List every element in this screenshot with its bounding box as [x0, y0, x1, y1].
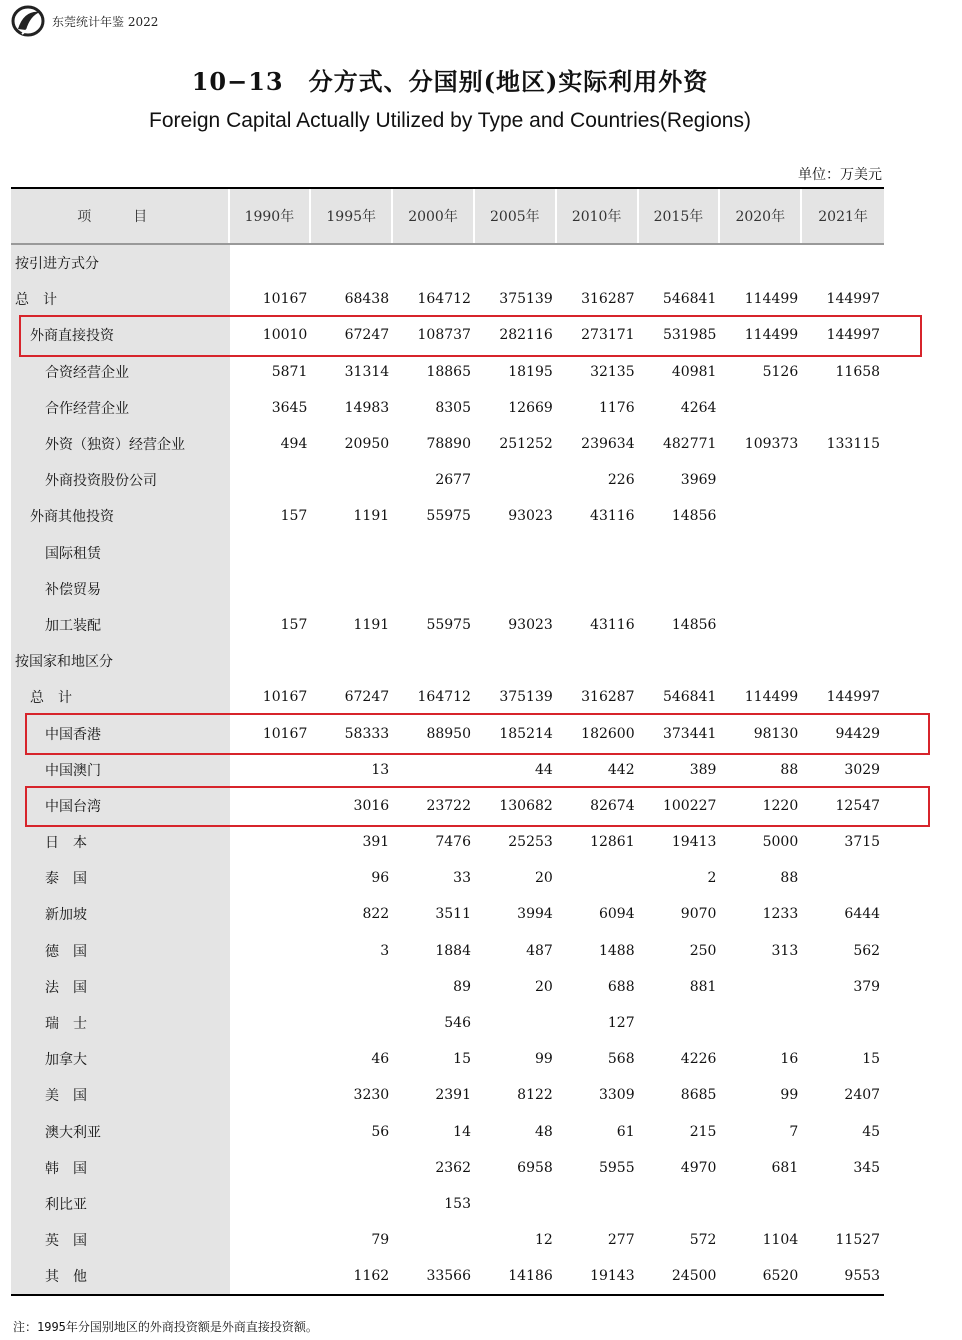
column-header-year: 2000年 [393, 189, 475, 243]
table-cell: 153 [444, 1195, 471, 1212]
table-row [11, 607, 884, 643]
table-cell: 48 [534, 1123, 553, 1140]
table-cell: 89 [453, 978, 471, 995]
table-cell: 3969 [680, 472, 717, 489]
row-label: 外商其他投资 [30, 509, 114, 526]
table-cell: 215 [689, 1123, 717, 1140]
table-cell: 487 [526, 942, 553, 959]
table-body [11, 245, 884, 1294]
table-cell: 14856 [671, 508, 717, 525]
table-cell: 546841 [662, 689, 717, 706]
page-header [10, 4, 158, 38]
table-row [11, 752, 884, 788]
table-cell: 58333 [344, 725, 390, 742]
table-cell: 14856 [671, 616, 717, 633]
table-row [11, 1041, 884, 1077]
table-cell: 3715 [844, 834, 881, 851]
table-row [11, 462, 884, 498]
table-cell: 391 [362, 834, 390, 851]
table-cell: 1488 [598, 942, 635, 959]
table-cell: 114499 [744, 689, 799, 706]
table-cell: 572 [689, 1232, 717, 1249]
table-cell: 20 [534, 978, 553, 995]
table-cell: 133115 [826, 436, 881, 453]
table-cell: 379 [853, 978, 881, 995]
row-label: 总 计 [30, 690, 72, 707]
table-cell: 3994 [517, 906, 553, 923]
row-label: 合作经营企业 [45, 400, 129, 417]
table-row [11, 571, 884, 607]
table-cell: 568 [607, 1051, 635, 1068]
table-cell: 14983 [344, 399, 390, 416]
yearbook-name: 东莞统计年鉴 2022 [52, 14, 159, 29]
row-label: 外商直接投资 [30, 328, 114, 345]
table-cell: 23722 [426, 797, 471, 814]
yearbook-logo-icon [10, 4, 46, 38]
table-cell: 3645 [271, 399, 308, 416]
table-row [11, 1114, 884, 1150]
row-label: 外资（独资）经营企业 [45, 437, 185, 454]
row-label: 法 国 [45, 979, 87, 996]
table-cell: 164712 [417, 689, 471, 706]
table-cell: 822 [362, 906, 390, 923]
table-cell: 55975 [426, 616, 471, 633]
table-row [11, 896, 884, 932]
table-cell: 109373 [744, 436, 799, 453]
row-label: 合资经营企业 [45, 364, 129, 381]
table-cell: 494 [280, 436, 308, 453]
table-row [11, 1077, 884, 1113]
table-cell: 7476 [435, 834, 471, 851]
table-cell: 1104 [762, 1232, 799, 1249]
table-cell: 127 [607, 1015, 635, 1032]
table-cell: 20 [534, 870, 553, 887]
row-label: 瑞 士 [45, 1016, 87, 1033]
table-cell: 98130 [753, 725, 799, 742]
table-cell: 14 [453, 1123, 471, 1140]
table-cell: 11527 [835, 1232, 881, 1249]
table-cell: 32135 [590, 363, 635, 380]
table-cell: 82674 [590, 797, 635, 814]
table-header-row [11, 189, 884, 245]
table-row [11, 1150, 884, 1186]
table-cell: 375139 [499, 291, 553, 308]
table-cell: 18865 [426, 363, 471, 380]
table-cell: 6958 [517, 1159, 553, 1176]
table-title-cn: 10−13 分方式、分国别(地区)实际利用外资 [191, 67, 709, 96]
table-cell: 1176 [598, 399, 635, 416]
table-cell: 531985 [662, 327, 717, 344]
column-header-year: 2015年 [639, 189, 721, 243]
row-label: 其 他 [45, 1269, 87, 1286]
table-cell: 1191 [353, 616, 390, 633]
table-cell: 313 [771, 942, 799, 959]
table-cell: 3029 [844, 761, 881, 778]
row-label: 按国家和地区分 [15, 654, 113, 671]
row-label: 中国澳门 [45, 762, 101, 779]
column-header-year: 2005年 [475, 189, 557, 243]
table-cell: 6094 [598, 906, 635, 923]
row-label: 加拿大 [45, 1052, 87, 1069]
table-row [11, 824, 884, 860]
column-header-item: 项 目 [11, 189, 230, 243]
table-cell: 182600 [581, 725, 635, 742]
table-cell: 185214 [499, 725, 553, 742]
table-cell: 99 [780, 1087, 799, 1104]
table-cell: 43116 [590, 508, 635, 525]
table-row [11, 354, 884, 390]
table-cell: 8305 [435, 399, 471, 416]
table-cell: 2391 [435, 1087, 471, 1104]
row-label: 德 国 [45, 943, 87, 960]
row-label: 国际租赁 [45, 545, 101, 562]
row-label: 中国台湾 [45, 798, 101, 815]
table-cell: 14186 [508, 1268, 553, 1285]
column-header-year: 1995年 [311, 189, 393, 243]
row-label: 按引进方式分 [15, 256, 99, 273]
table-row [11, 860, 884, 896]
table-row [11, 788, 884, 824]
table-row [11, 426, 884, 462]
table-cell: 99 [534, 1051, 553, 1068]
table-cell: 282116 [499, 327, 553, 344]
table-cell: 4970 [680, 1159, 717, 1176]
table-cell: 12547 [835, 797, 881, 814]
table-cell: 277 [607, 1232, 635, 1249]
table-cell: 44 [534, 761, 553, 778]
footnote: 注：1995年分国别地区的外商投资额是外商直接投资额。 [13, 1320, 318, 1334]
table-row [11, 245, 884, 281]
table-cell: 43116 [590, 616, 635, 633]
table-row [11, 1186, 884, 1222]
table-row [11, 715, 884, 751]
table-cell: 250 [689, 942, 717, 959]
table-cell: 1233 [762, 906, 799, 923]
row-label: 美 国 [45, 1088, 87, 1105]
table-cell: 16 [780, 1051, 799, 1068]
table-row [11, 679, 884, 715]
table-cell: 482771 [662, 436, 717, 453]
table-cell: 251252 [499, 436, 553, 453]
column-header-year: 2020年 [720, 189, 802, 243]
table-cell: 79 [371, 1232, 390, 1249]
row-label: 补偿贸易 [45, 581, 101, 598]
table-cell: 19413 [671, 834, 717, 851]
table-cell: 93023 [508, 508, 553, 525]
table-row [11, 1222, 884, 1258]
table-cell: 157 [280, 616, 308, 633]
table-cell: 2677 [435, 472, 471, 489]
table-cell: 45 [862, 1123, 881, 1140]
table-cell: 373441 [662, 725, 717, 742]
table-cell: 96 [371, 870, 390, 887]
table-cell: 15 [862, 1051, 881, 1068]
table-row [11, 390, 884, 426]
table-cell: 10010 [262, 327, 308, 344]
table-cell: 20950 [344, 436, 390, 453]
table-cell: 7 [789, 1123, 799, 1140]
table-cell: 31314 [344, 363, 390, 380]
unit-label: 单位：万美元 [798, 167, 882, 183]
table-cell: 10167 [262, 689, 308, 706]
table-cell: 881 [689, 978, 717, 995]
table-cell: 108737 [417, 327, 471, 344]
table-row [11, 281, 884, 317]
table-cell: 46 [371, 1051, 390, 1068]
table-cell: 144997 [826, 291, 880, 308]
table-row [11, 1005, 884, 1041]
table-cell: 3016 [353, 797, 390, 814]
table-row [11, 498, 884, 534]
table-cell: 100227 [662, 797, 717, 814]
table-cell: 2 [707, 870, 717, 887]
table-cell: 24500 [671, 1268, 717, 1285]
table-title-en: Foreign Capital Actually Utilized by Type and Countries(Regions) [149, 109, 751, 132]
data-table [11, 187, 884, 1296]
row-label: 日 本 [45, 835, 87, 852]
table-cell: 4264 [680, 399, 717, 416]
table-cell: 10167 [262, 291, 308, 308]
table-cell: 5000 [762, 834, 799, 851]
table-cell: 688 [607, 978, 635, 995]
row-label: 中国香港 [45, 726, 101, 743]
row-label: 泰 国 [45, 871, 87, 888]
table-cell: 61 [616, 1123, 635, 1140]
table-cell: 375139 [499, 689, 553, 706]
row-label: 总 计 [15, 292, 57, 309]
column-header-year: 2010年 [557, 189, 639, 243]
table-cell: 6520 [762, 1268, 799, 1285]
table-cell: 5126 [762, 363, 799, 380]
table-cell: 562 [853, 942, 881, 959]
table-cell: 546 [444, 1015, 471, 1032]
table-cell: 9553 [844, 1268, 881, 1285]
table-cell: 130682 [499, 797, 553, 814]
table-cell: 15 [453, 1051, 471, 1068]
row-label: 新加坡 [45, 907, 87, 924]
table-cell: 681 [771, 1159, 799, 1176]
row-label: 利比亚 [45, 1196, 87, 1213]
table-cell: 9070 [680, 906, 717, 923]
table-cell: 273171 [581, 327, 635, 344]
table-cell: 1191 [353, 508, 390, 525]
row-label: 外商投资股份公司 [45, 473, 157, 490]
table-cell: 40981 [671, 363, 717, 380]
table-cell: 1884 [435, 942, 471, 959]
table-cell: 1162 [353, 1268, 390, 1285]
table-row [11, 969, 884, 1005]
table-cell: 88950 [426, 725, 471, 742]
table-cell: 67247 [344, 689, 390, 706]
table-cell: 144997 [826, 689, 881, 706]
table-cell: 546841 [662, 291, 717, 308]
table-cell: 25253 [508, 834, 553, 851]
table-cell: 345 [853, 1159, 881, 1176]
table-cell: 3511 [435, 906, 471, 923]
table-cell: 93023 [508, 616, 553, 633]
table-cell: 56 [371, 1123, 390, 1140]
table-cell: 3230 [353, 1087, 390, 1104]
table-cell: 157 [280, 508, 308, 525]
table-cell: 1220 [762, 797, 799, 814]
table-cell: 316287 [581, 689, 635, 706]
table-cell: 164712 [417, 291, 471, 308]
table-cell: 3309 [598, 1087, 635, 1104]
table-cell: 68438 [344, 291, 390, 308]
row-label: 加工装配 [45, 617, 101, 634]
row-label: 韩 国 [45, 1160, 87, 1177]
table-cell: 12 [534, 1232, 553, 1249]
row-label: 澳大利亚 [45, 1124, 101, 1141]
table-cell: 67247 [344, 327, 390, 344]
table-row [11, 933, 884, 969]
table-cell: 13 [371, 761, 390, 778]
table-bottom-rule [11, 1294, 884, 1296]
table-cell: 8685 [680, 1087, 717, 1104]
table-cell: 12669 [508, 399, 553, 416]
table-cell: 33 [453, 870, 471, 887]
table-row [11, 317, 884, 353]
table-cell: 2362 [435, 1159, 471, 1176]
table-row [11, 643, 884, 679]
table-cell: 11658 [835, 363, 881, 380]
table-cell: 4226 [680, 1051, 717, 1068]
table-cell: 114499 [744, 291, 799, 308]
table-cell: 5955 [598, 1159, 635, 1176]
table-cell: 2407 [844, 1087, 881, 1104]
table-cell: 88 [780, 870, 799, 887]
table-cell: 389 [689, 761, 717, 778]
table-cell: 144997 [826, 327, 881, 344]
table-cell: 94429 [835, 725, 881, 742]
table-cell: 78890 [426, 436, 471, 453]
table-cell: 5871 [271, 363, 308, 380]
column-header-year: 1990年 [230, 189, 312, 243]
table-cell: 88 [780, 761, 799, 778]
table-cell: 316287 [581, 291, 635, 308]
column-header-year: 2021年 [818, 209, 868, 225]
table-cell: 442 [607, 761, 635, 778]
table-row [11, 1258, 884, 1294]
table-cell: 10167 [262, 725, 308, 742]
table-cell: 114499 [744, 327, 799, 344]
table-cell: 55975 [426, 508, 471, 525]
table-row [11, 535, 884, 571]
table-cell: 226 [607, 472, 635, 489]
table-cell: 33566 [426, 1268, 471, 1285]
table-cell: 19143 [590, 1268, 635, 1285]
table-cell: 12861 [590, 834, 635, 851]
row-label: 英 国 [45, 1233, 87, 1250]
table-cell: 3 [380, 942, 390, 959]
table-cell: 6444 [844, 906, 881, 923]
table-cell: 239634 [581, 436, 635, 453]
table-cell: 18195 [508, 363, 553, 380]
table-cell: 8122 [517, 1087, 553, 1104]
